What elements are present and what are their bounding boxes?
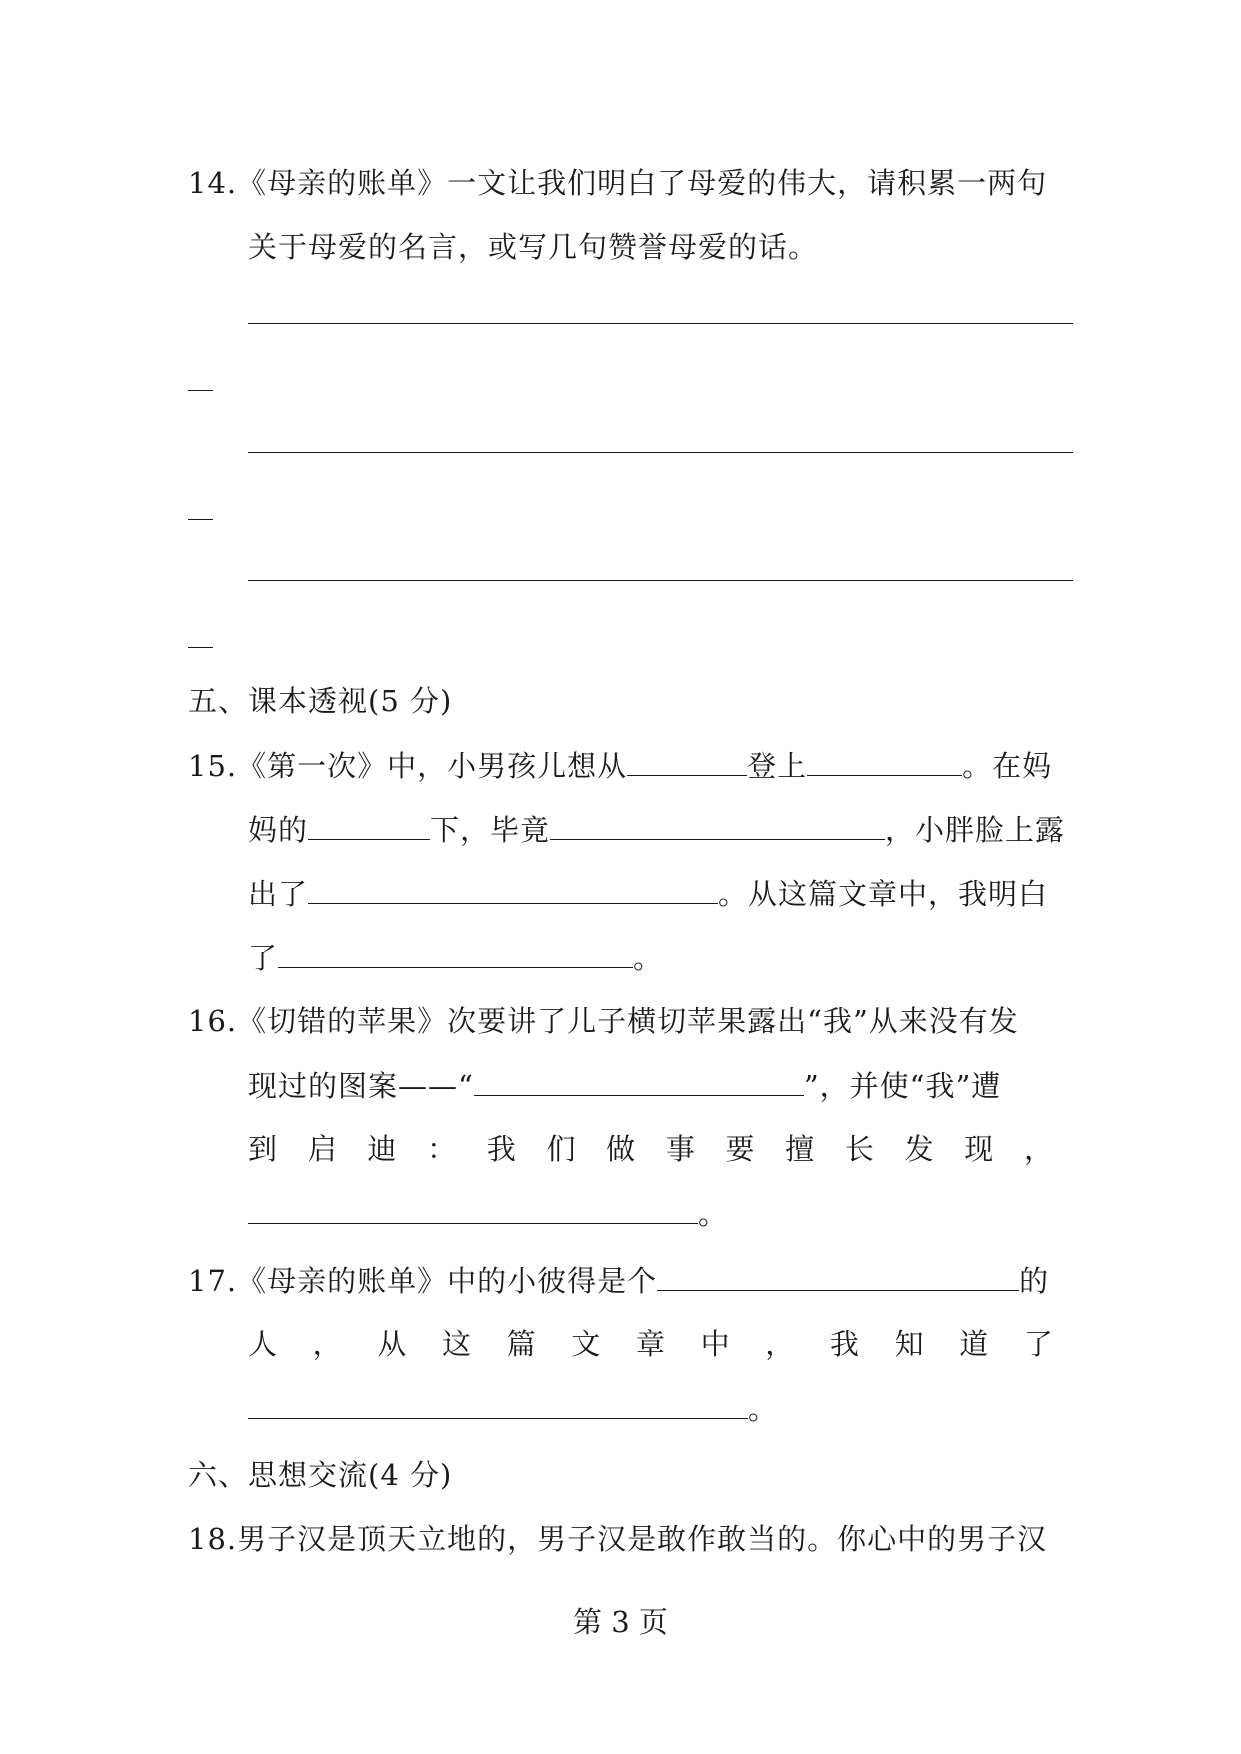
q15-blank-2[interactable] bbox=[807, 745, 962, 776]
q15-text-6: ，小胖脸上露 bbox=[885, 813, 1066, 847]
answer-line-3[interactable] bbox=[248, 580, 1073, 581]
q16-text-3: ”，并使“我”遭 bbox=[803, 1069, 1002, 1103]
q17-char: 这 bbox=[441, 1327, 471, 1361]
q15-blank-1[interactable] bbox=[627, 745, 747, 776]
question-18-line-1: 18.男子汉是顶天立地的，男子汉是敢作敢当的。你心中的男子汉 bbox=[188, 1522, 1048, 1556]
q16-char: ， bbox=[1023, 1132, 1053, 1166]
question-15-line-2 bbox=[248, 809, 1065, 850]
q15-blank-3[interactable] bbox=[308, 809, 430, 840]
q16-char: 到 bbox=[248, 1132, 278, 1166]
q17-text-2: 的 bbox=[1019, 1264, 1050, 1298]
q16-char: 做 bbox=[606, 1132, 636, 1166]
answer-line-3-tail bbox=[188, 647, 213, 648]
q15-text-4: 妈的 bbox=[248, 813, 309, 847]
answer-line-2-tail bbox=[188, 519, 213, 520]
question-17-line-1 bbox=[188, 1260, 1049, 1301]
q15-text-1: 15.《第一次》中，小男孩儿想从 bbox=[188, 749, 628, 783]
q15-text-2: 登上 bbox=[747, 749, 808, 783]
page-number: 第 3 页 bbox=[573, 1605, 668, 1639]
q15-text-7: 出了 bbox=[248, 877, 309, 911]
q16-char: 现 bbox=[964, 1132, 994, 1166]
q16-char: 我 bbox=[486, 1132, 516, 1166]
q17-text-1: 17.《母亲的账单》中的小彼得是个 bbox=[188, 1264, 658, 1298]
q16-end: 。 bbox=[698, 1197, 729, 1231]
question-14-line-1: 14.《母亲的账单》一文让我们明白了母爱的伟大，请积累一两句 bbox=[188, 166, 1048, 200]
q17-char: 我 bbox=[829, 1327, 859, 1361]
question-16-line-4 bbox=[248, 1193, 728, 1234]
q16-char: 要 bbox=[725, 1132, 755, 1166]
q17-char: ， bbox=[765, 1327, 795, 1361]
q17-char: 了 bbox=[1023, 1327, 1053, 1361]
q17-blank-1[interactable] bbox=[657, 1260, 1019, 1291]
q16-char: 迪 bbox=[367, 1132, 397, 1166]
q15-text-9: 了 bbox=[248, 941, 279, 975]
q17-end: 。 bbox=[748, 1392, 779, 1426]
q15-blank-5[interactable] bbox=[308, 873, 718, 904]
question-16-line-2 bbox=[248, 1065, 1001, 1106]
q15-blank-4[interactable] bbox=[550, 809, 885, 840]
q15-text-10: 。 bbox=[633, 941, 664, 975]
question-14-line-2: 关于母爱的名言，或写几句赞誉母爱的话。 bbox=[248, 230, 819, 264]
q17-char: ， bbox=[312, 1327, 342, 1361]
q15-text-8: 。从这篇文章中，我明白 bbox=[718, 877, 1049, 911]
q16-char: 们 bbox=[546, 1132, 576, 1166]
question-17-line-3 bbox=[248, 1388, 778, 1429]
q17-char: 从 bbox=[377, 1327, 407, 1361]
q16-char: 启 bbox=[307, 1132, 337, 1166]
question-15-line-1 bbox=[188, 745, 1052, 786]
q17-char: 章 bbox=[635, 1327, 665, 1361]
question-17-line-2 bbox=[248, 1324, 1053, 1364]
q16-blank-1[interactable] bbox=[474, 1065, 804, 1096]
q17-char: 篇 bbox=[506, 1327, 536, 1361]
q15-blank-6[interactable] bbox=[278, 937, 633, 968]
section-5-title: 五、课本透视(5 分) bbox=[188, 684, 453, 718]
question-15-line-3 bbox=[248, 873, 1048, 914]
question-16-line-3 bbox=[248, 1129, 1053, 1169]
answer-line-2[interactable] bbox=[248, 452, 1073, 453]
q17-char: 知 bbox=[894, 1327, 924, 1361]
q15-text-3: 。在妈 bbox=[962, 749, 1053, 783]
q16-char: 长 bbox=[844, 1132, 874, 1166]
q17-char: 人 bbox=[248, 1327, 278, 1361]
question-16-line-1: 16.《切错的苹果》次要讲了儿子横切苹果露出“我”从来没有发 bbox=[188, 1004, 1019, 1038]
q16-char: 擅 bbox=[785, 1132, 815, 1166]
q15-text-5: 下，毕竟 bbox=[430, 813, 551, 847]
q17-char: 道 bbox=[959, 1327, 989, 1361]
q16-char: 事 bbox=[665, 1132, 695, 1166]
q16-text-2: 现过的图案——“ bbox=[248, 1069, 474, 1103]
answer-line-1-tail bbox=[188, 390, 213, 391]
q16-char: 发 bbox=[904, 1132, 934, 1166]
q17-char: 中 bbox=[700, 1327, 730, 1361]
q16-blank-2[interactable] bbox=[248, 1193, 698, 1224]
answer-line-1[interactable] bbox=[248, 323, 1073, 324]
question-15-line-4 bbox=[248, 937, 663, 978]
q17-char: 文 bbox=[571, 1327, 601, 1361]
q16-char: ： bbox=[427, 1132, 457, 1166]
section-6-title: 六、思想交流(4 分) bbox=[188, 1458, 453, 1492]
q17-blank-2[interactable] bbox=[248, 1388, 748, 1419]
